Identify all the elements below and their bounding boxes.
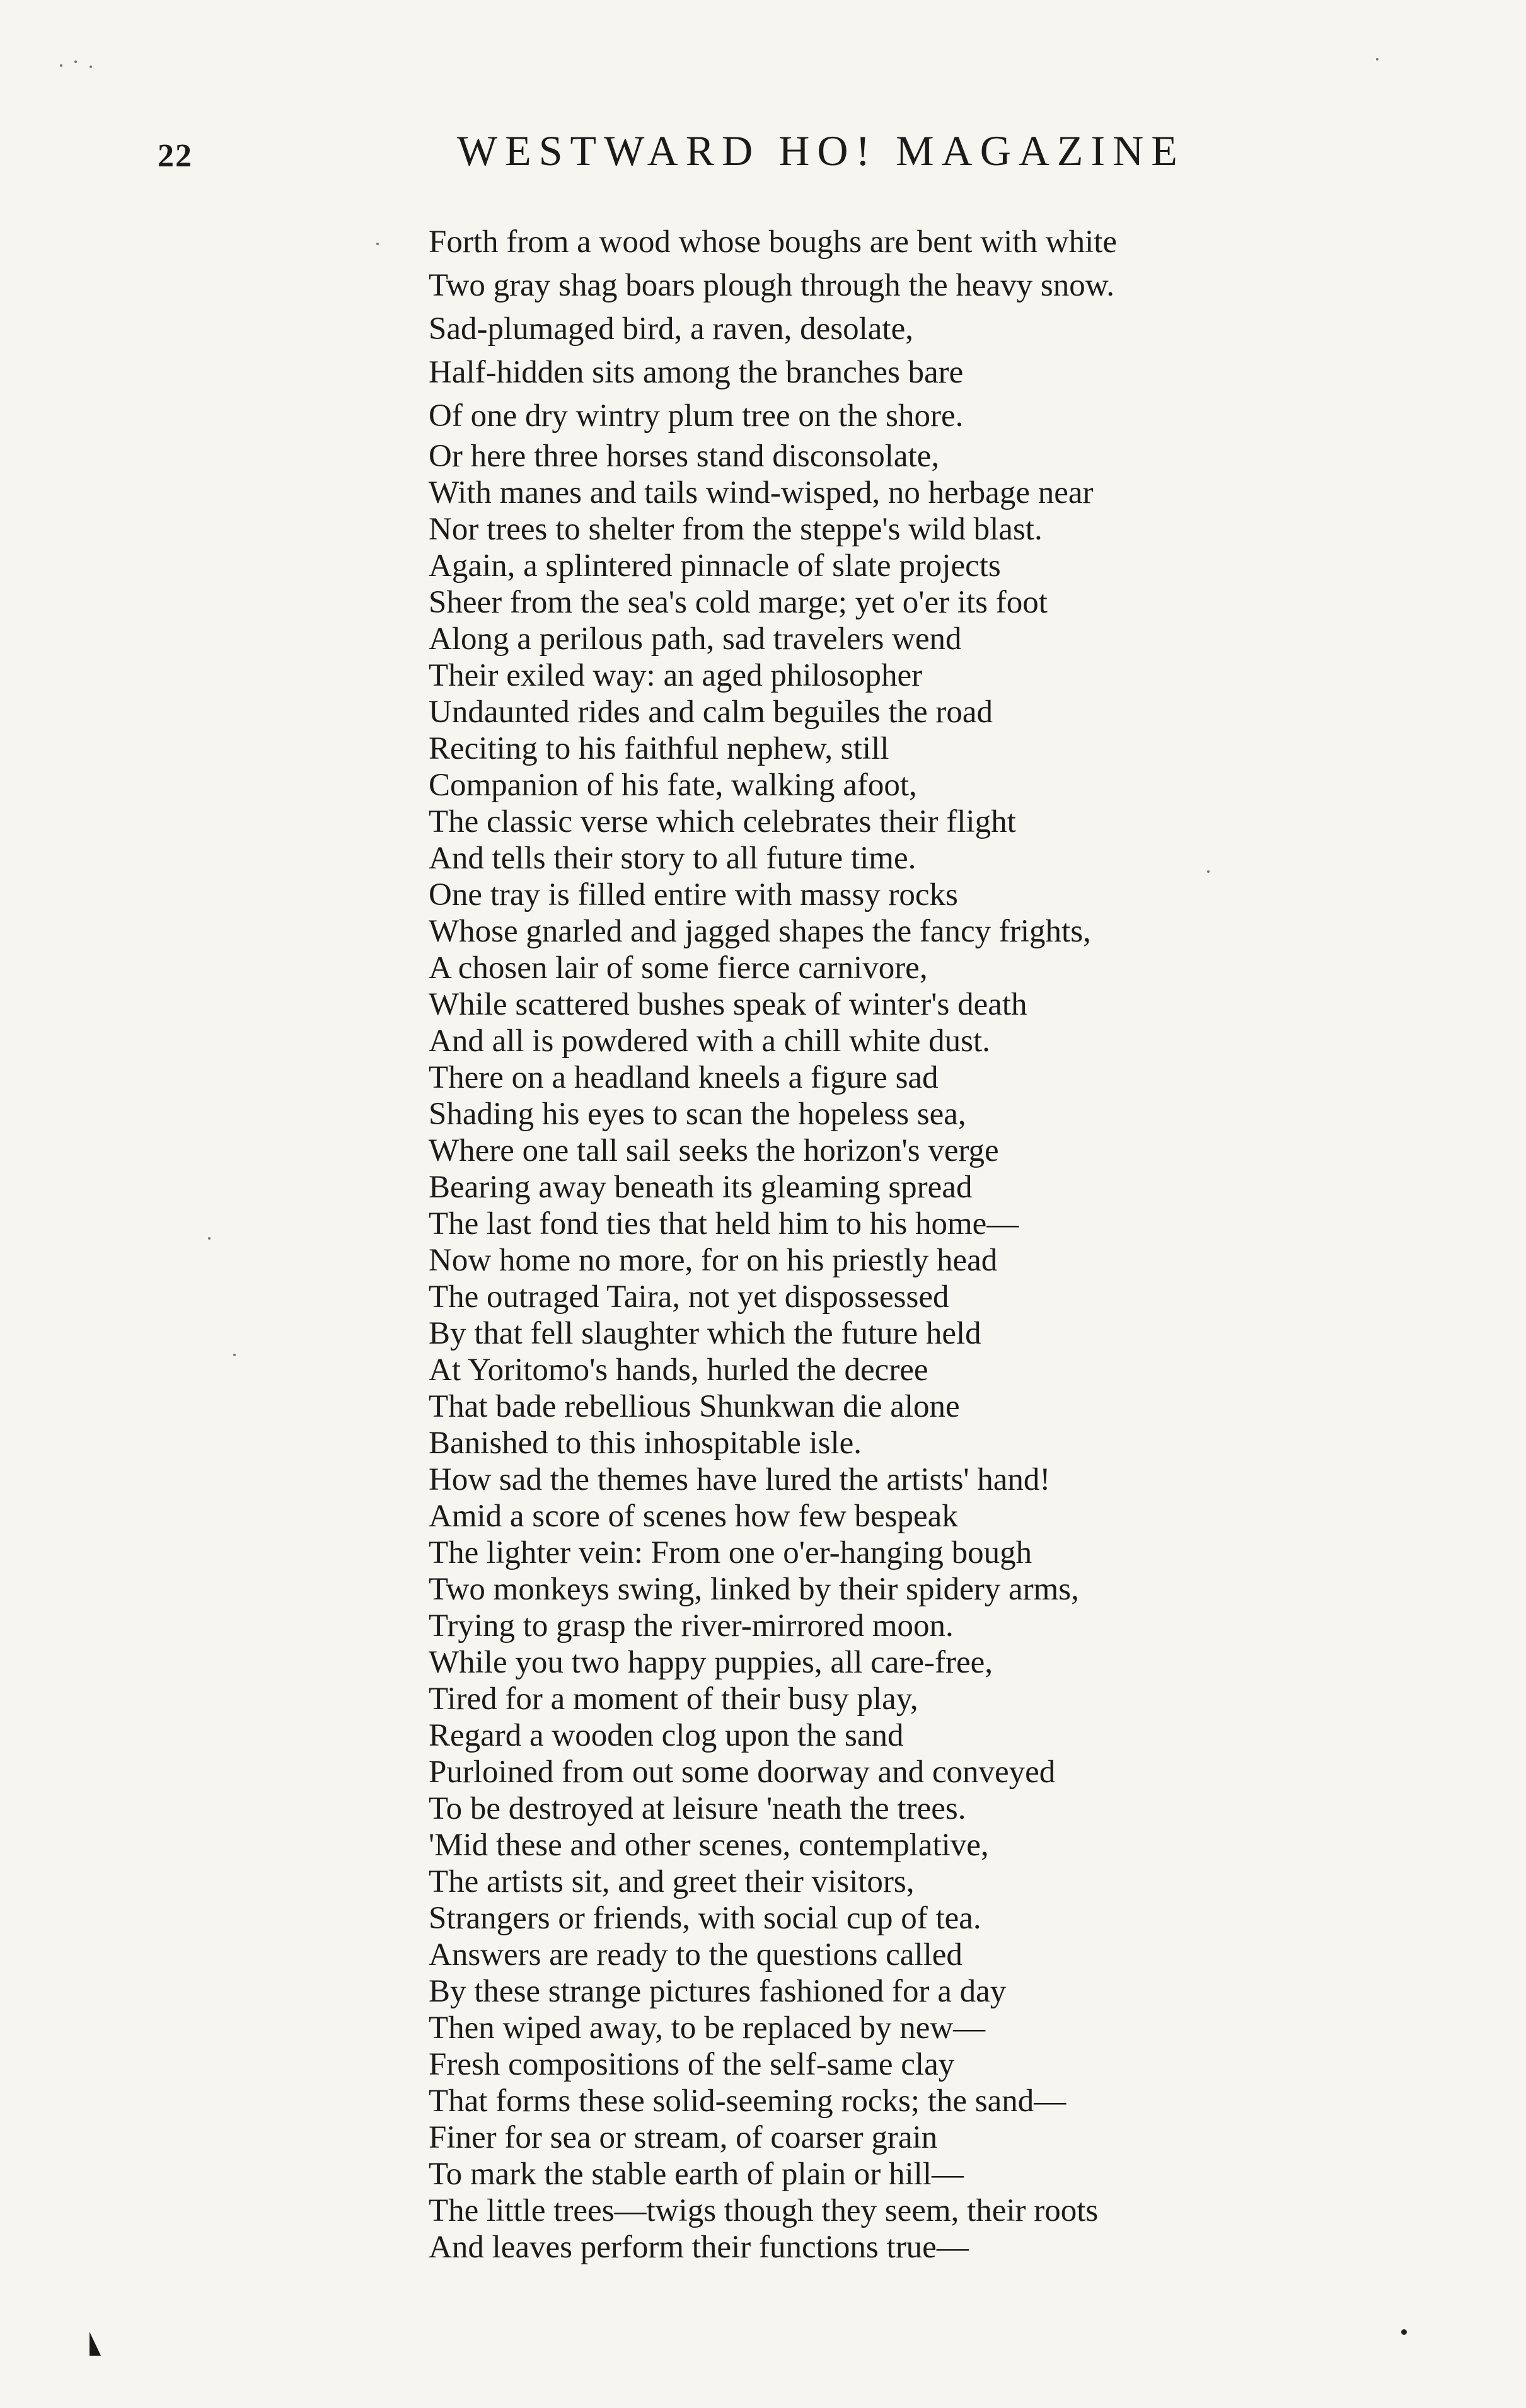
scan-speck: [74, 60, 77, 63]
poem-line: Tired for a moment of their busy play,: [429, 1681, 918, 1717]
poem-line: Forth from a wood whose boughs are bent with white: [429, 224, 1118, 260]
poem-line: Fresh compositions of the self-same clay: [429, 2047, 955, 2082]
poem-line: Or here three horses stand disconsolate,: [429, 439, 940, 474]
poem-line: Finer for sea or stream, of coarser grain: [429, 2120, 938, 2155]
poem-line: At Yoritomo's hands, hurled the decree: [429, 1352, 928, 1388]
poem-line: By that fell slaughter which the future held: [429, 1316, 981, 1351]
poem-line: With manes and tails wind-wisped, no herbage near: [429, 475, 1094, 510]
poem-line: Sad-plumaged bird, a raven, desolate,: [429, 311, 913, 347]
poem-line: One tray is filled entire with massy rocks: [429, 877, 958, 913]
poem-line: Banished to this inhospitable isle.: [429, 1426, 862, 1461]
poem-line: Reciting to his faithful nephew, still: [429, 731, 889, 766]
poem-line: Of one dry wintry plum tree on the shore.: [429, 398, 964, 434]
poem-line: Whose gnarled and jagged shapes the fancy frights,: [429, 914, 1091, 949]
poem-line: That bade rebellious Shunkwan die alone: [429, 1389, 960, 1424]
poem-line: Again, a splintered pinnacle of slate projects: [429, 548, 1001, 584]
scan-speck: [376, 243, 379, 245]
poem-line: Regard a wooden clog upon the sand: [429, 1718, 904, 1753]
poem-line: Answers are ready to the questions called: [429, 1937, 962, 1973]
poem-line: Purloined from out some doorway and conveyed: [429, 1754, 1056, 1790]
poem-line: Two gray shag boars plough through the heavy snow.: [429, 268, 1115, 303]
poem-line: While you two happy puppies, all care-free,: [429, 1645, 993, 1680]
scan-speck: [1207, 870, 1210, 873]
poem-line: To be destroyed at leisure 'neath the trees.: [429, 1791, 966, 1826]
poem-line: Two monkeys swing, linked by their spidery arms,: [429, 1572, 1079, 1607]
poem-line: To mark the stable earth of plain or hill—: [429, 2157, 964, 2192]
scan-speck: [60, 64, 62, 67]
poem-line: The artists sit, and greet their visitors,: [429, 1864, 915, 1899]
poem-line: Then wiped away, to be replaced by new—: [429, 2010, 986, 2046]
poem-line: Undaunted rides and calm beguiles the road: [429, 694, 993, 730]
scan-dot: [1401, 2329, 1407, 2335]
page-number: 22: [158, 138, 193, 174]
poem-line: A chosen lair of some fierce carnivore,: [429, 950, 928, 986]
poem-line: The lighter vein: From one o'er-hanging bough: [429, 1535, 1032, 1570]
poem-line: Strangers or friends, with social cup of tea.: [429, 1901, 981, 1936]
poem-line: The little trees—twigs though they seem, their roots: [429, 2193, 1099, 2228]
poem-line: By these strange pictures fashioned for a day: [429, 1974, 1007, 2009]
poem-line: Shading his eyes to scan the hopeless sea,: [429, 1097, 966, 1132]
running-title: WESTWARD HO! MAGAZINE: [457, 127, 1185, 175]
poem-body: [429, 221, 1374, 2266]
poem-line: There on a headland kneels a figure sad: [429, 1060, 939, 1095]
poem-line: The last fond ties that held him to his home—: [429, 1206, 1019, 1241]
poem-line: And leaves perform their functions true—: [429, 2230, 969, 2265]
poem-line: Sheer from the sea's cold marge; yet o'er its foot: [429, 585, 1048, 620]
poem-line: Now home no more, for on his priestly head: [429, 1243, 998, 1278]
poem-line: Nor trees to shelter from the steppe's wild blast.: [429, 512, 1043, 547]
poem-line: And tells their story to all future time.: [429, 841, 916, 876]
scan-speck: [1376, 58, 1379, 60]
poem-line: The classic verse which celebrates their flight: [429, 804, 1016, 839]
poem-line: Where one tall sail seeks the horizon's verge: [429, 1133, 999, 1168]
poem-line: 'Mid these and other scenes, contemplative,: [429, 1828, 989, 1863]
poem-line: That forms these solid-seeming rocks; the sand—: [429, 2083, 1066, 2119]
poem-line: Along a perilous path, sad travelers wend: [429, 621, 962, 657]
poem-line: How sad the themes have lured the artists' hand!: [429, 1462, 1051, 1497]
poem-line: And all is powdered with a chill white dust.: [429, 1023, 990, 1059]
poem-line: Bearing away beneath its gleaming spread: [429, 1170, 973, 1205]
scan-speck: [233, 1354, 236, 1356]
scan-speck: [208, 1237, 211, 1240]
poem-line: While scattered bushes speak of winter's death: [429, 987, 1027, 1022]
poem-line: Half-hidden sits among the branches bare: [429, 355, 964, 390]
poem-line: Companion of his fate, walking afoot,: [429, 768, 917, 803]
poem-line: Amid a score of scenes how few bespeak: [429, 1499, 958, 1534]
poem-line: Their exiled way: an aged philosopher: [429, 658, 923, 693]
poem-line: Trying to grasp the river-mirrored moon.: [429, 1608, 954, 1644]
poem-line: The outraged Taira, not yet dispossessed: [429, 1279, 949, 1315]
page-header: [158, 126, 1292, 195]
scan-speck: [90, 66, 92, 68]
scan-mark: [90, 2332, 101, 2356]
